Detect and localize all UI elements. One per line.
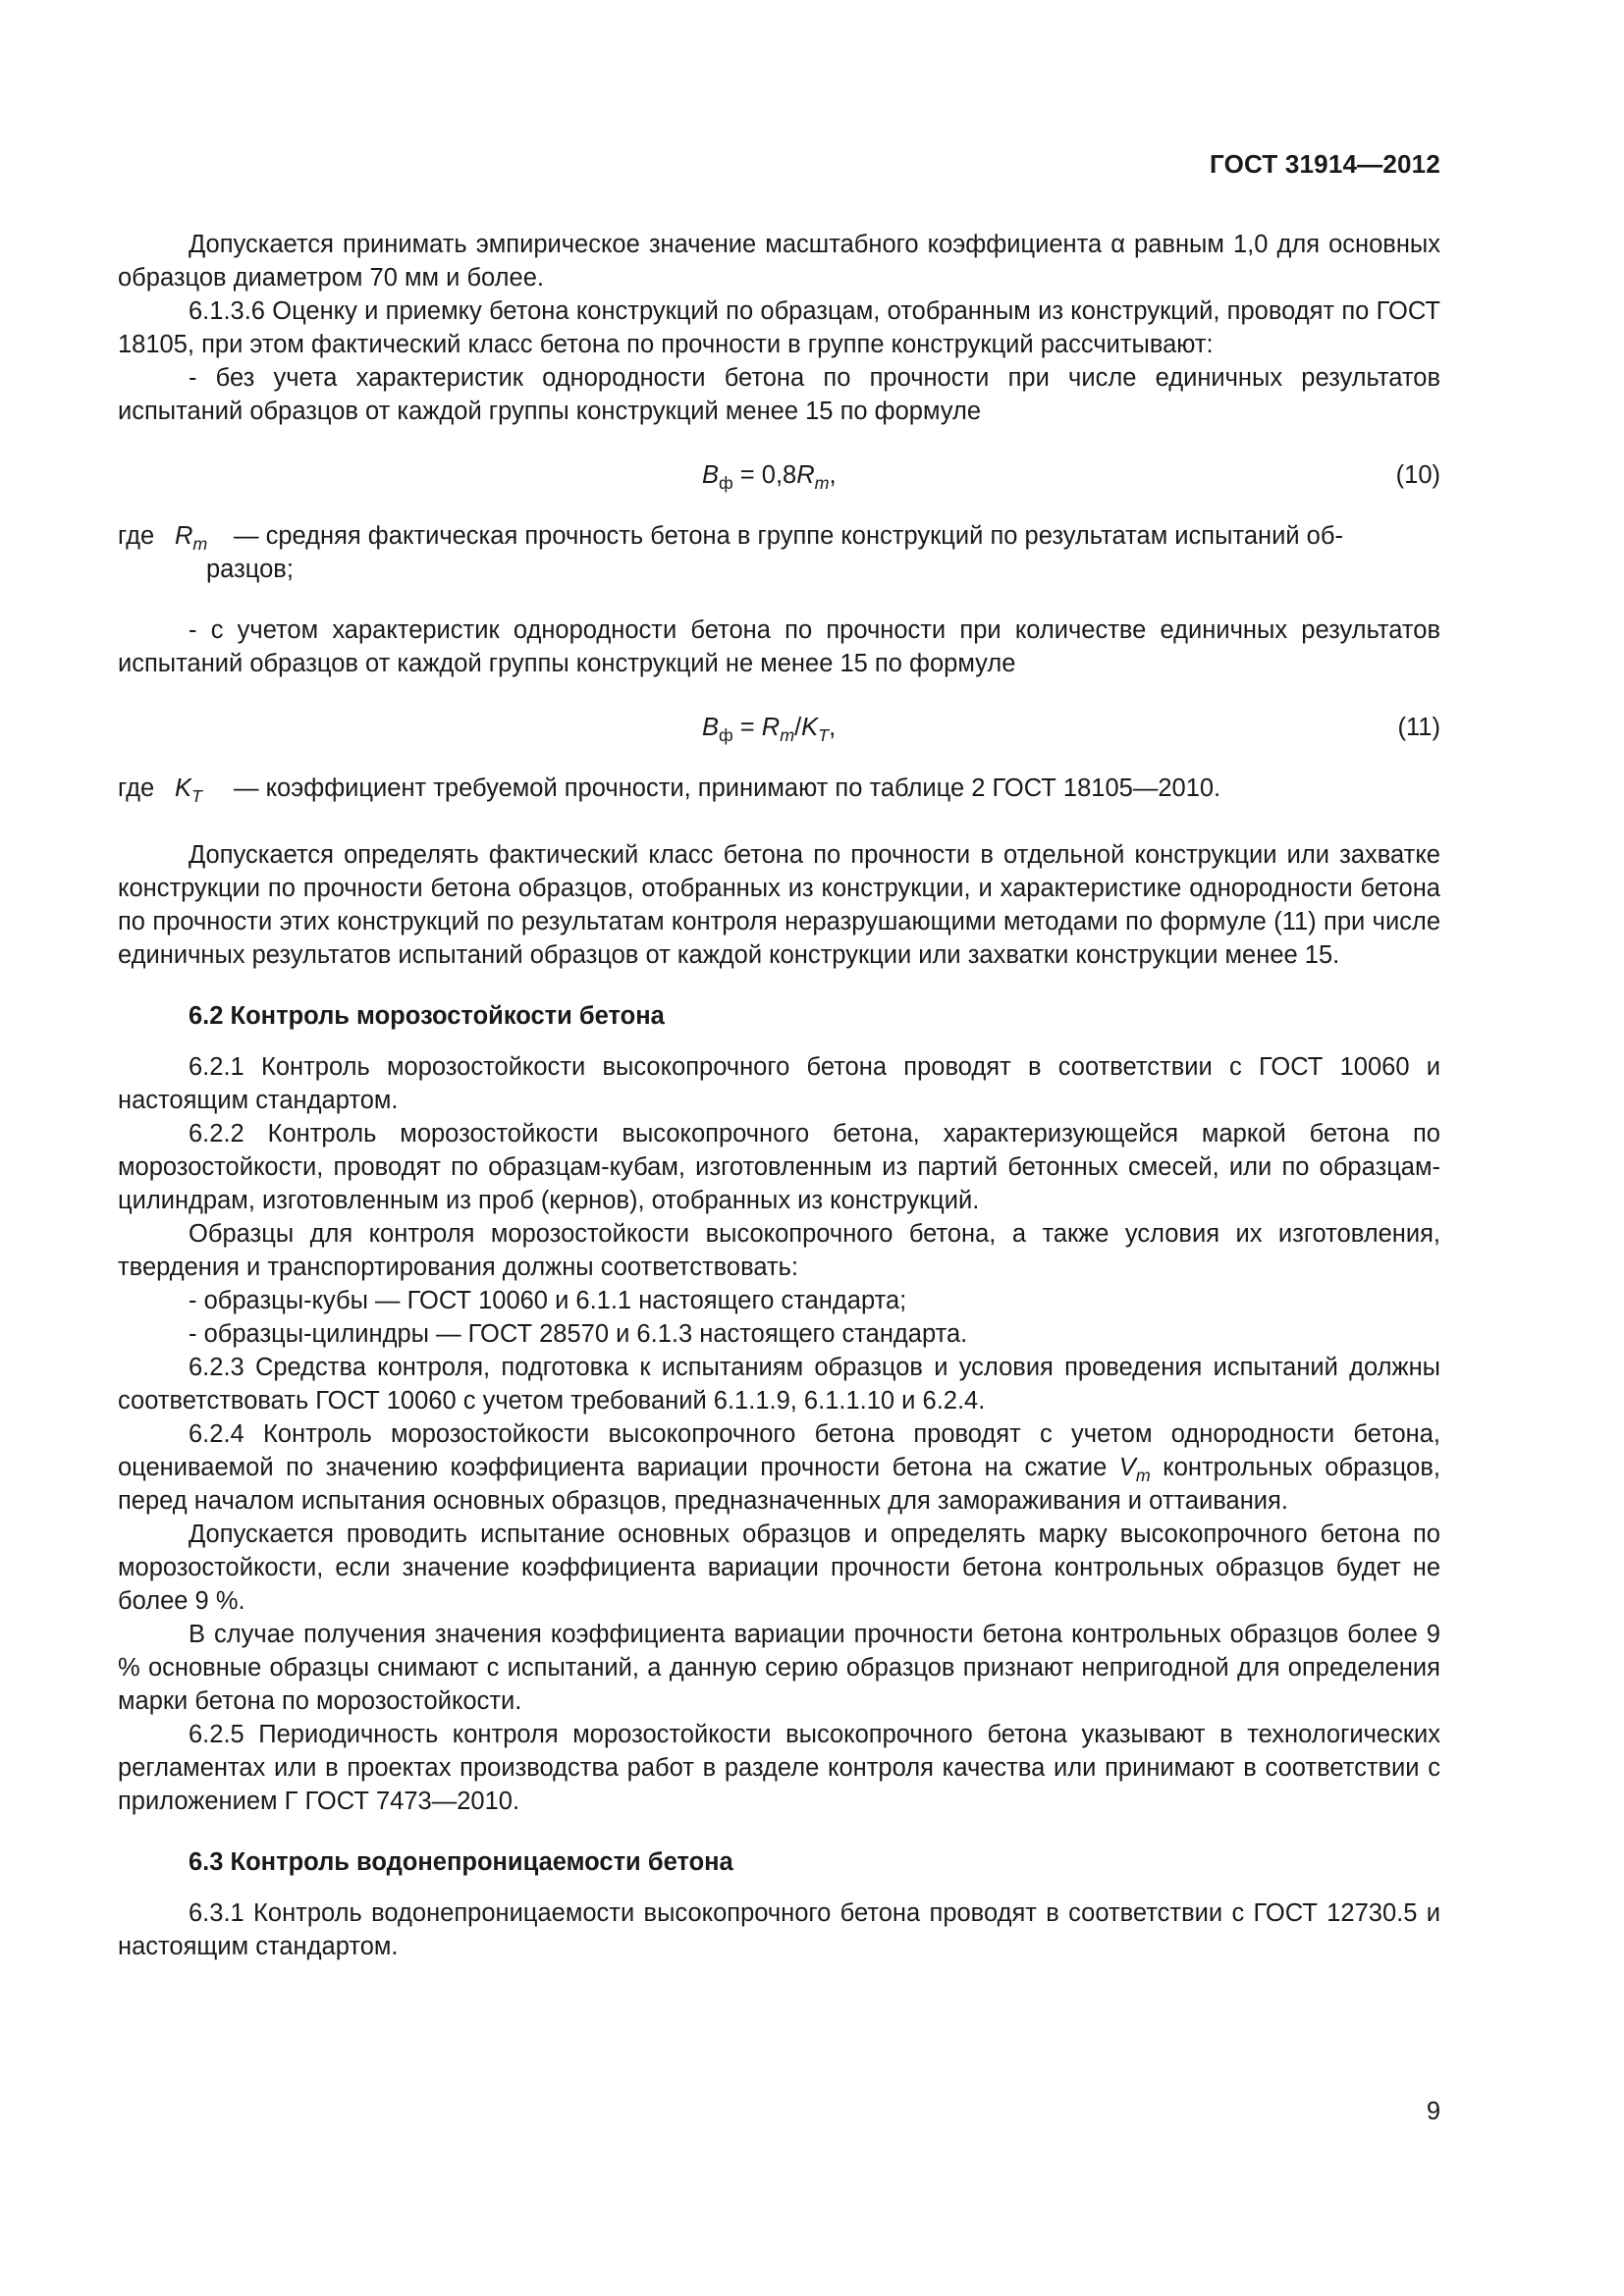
paragraph: 6.2.2 Контроль морозостойкости высокопрочного бетона, характеризующейся маркой бетона по морозостойкости, проводят по образцам-кубам, изготовленным из партий бетонных смесей, или по образцам-цилиндрам, изготовленным из проб (кернов), отобранных из конструкций.: [118, 1120, 1440, 1214]
document-header: ГОСТ 31914—2012: [1210, 149, 1440, 179]
formula-legend: где $K_T$ — коэффициент требуемой прочности, принимают по таблице 2 ГОСТ 18105—2010.: [118, 772, 1440, 805]
formula-expression: $B_ф = R_m/K_T$,: [702, 714, 837, 745]
paragraph: 6.3.1 Контроль водонепроницаемости высокопрочного бетона проводят в соответствии с ГОСТ 12730.5 и настоящим стандартом.: [118, 1899, 1440, 1960]
paragraph: - без учета характеристик однородности бетона по прочности при числе единичных результатов испытаний образцов от каждой группы конструкций менее 15 по формуле: [118, 364, 1440, 425]
paragraph: 6.2.5 Периодичность контроля морозостойкости высокопрочного бетона указывают в технологических регламентах или в проектах производства работ в разделе контроля качества или принимают в соответствии с приложением Г ГОСТ 7473—2010.: [118, 1721, 1440, 1815]
paragraph: 6.2.1 Контроль морозостойкости высокопрочного бетона проводят в соответствии с ГОСТ 10060 и настоящим стандартом.: [118, 1053, 1440, 1114]
legend-text: — коэффициент требуемой прочности, принимают по таблице 2 ГОСТ 18105—2010.: [234, 774, 1221, 802]
section-heading-6-2: 6.2 Контроль морозостойкости бетона: [189, 1002, 665, 1030]
formula-10: [118, 458, 1440, 492]
paragraph: Допускается проводить испытание основных образцов и определять марку высокопрочного бетона по морозостойкости, если значение коэффициента вариации прочности бетона контрольных образцов будет не более 9 %.: [118, 1521, 1440, 1615]
legend-text: — средняя фактическая прочность бетона в группе конструкций по результатам испытаний об-: [234, 522, 1343, 550]
paragraph: 6.2.3 Средства контроля, подготовка к испытаниям образцов и условия проведения испытаний должны соответствовать ГОСТ 10060 с учетом требований 6.1.1.9, 6.1.1.10 и 6.2.4.: [118, 1354, 1440, 1415]
paragraph: В случае получения значения коэффициента вариации прочности бетона контрольных образцов более 9 % основные образцы снимают с испытаний, а данную серию образцов признают непригодной для определения марки бетона по морозостойкости.: [118, 1621, 1440, 1715]
legend-text-cont: разцов;: [206, 556, 294, 583]
paragraph: Допускается принимать эмпирическое значение масштабного коэффициента α равным 1,0 для основных образцов диаметром 70 мм и более.: [118, 231, 1440, 292]
formula-number: (11): [1397, 714, 1440, 741]
page-number: 9: [1426, 2098, 1440, 2125]
list-item: - образцы-кубы — ГОСТ 10060 и 6.1.1 настоящего стандарта;: [189, 1287, 907, 1314]
formula-legend: где $R_m$ — средняя фактическая прочность бетона в группе конструкций по результатам испытаний об- разцов;: [118, 519, 1440, 586]
paragraph: - с учетом характеристик однородности бетона по прочности при количестве единичных результатов испытаний образцов от каждой группы конструкций не менее 15 по формуле: [118, 616, 1440, 677]
list-item: - образцы-цилиндры — ГОСТ 28570 и 6.1.3 настоящего стандарта.: [189, 1320, 968, 1348]
paragraph: 6.1.3.6 Оценку и приемку бетона конструкций по образцам, отобранным из конструкций, проводят по ГОСТ 18105, при этом фактический класс бетона по прочности в группе конструкций рассчитывают:: [118, 297, 1440, 358]
legend-symbol: $K_T$: [175, 774, 202, 806]
paragraph: Образцы для контроля морозостойкости высокопрочного бетона, а также условия их изготовления, твердения и транспортирования должны соответствовать:: [118, 1220, 1440, 1281]
paragraph: 6.2.4 Контроль морозостойкости высокопрочного бетона проводят с учетом однородности бетона, оцениваемой по значению коэффициента вариации прочности бетона на сжатие $V_m$ контрольных образцов, перед началом испытания основных образцов, предназначенных для замораживания и оттаивания.: [118, 1420, 1440, 1515]
formula-number: (10): [1395, 461, 1440, 489]
formula-expression: $B_ф = 0,8R_m$,: [702, 461, 837, 493]
legend-symbol: $R_m$: [175, 522, 208, 554]
paragraph: Допускается определять фактический класс бетона по прочности в отдельной конструкции или захватке конструкции по прочности бетона образцов, отобранных из конструкции, и характеристике однородности бетона по прочности этих конструкций по результатам контроля неразрушающими методами по формуле (11) при числе единичных результатов испытаний образцов от каждой конструкции или захватки конструкции менее 15.: [118, 841, 1440, 969]
document-body: [118, 228, 1440, 1963]
formula-11: [118, 711, 1440, 744]
section-heading-6-3: 6.3 Контроль водонепроницаемости бетона: [189, 1848, 733, 1876]
